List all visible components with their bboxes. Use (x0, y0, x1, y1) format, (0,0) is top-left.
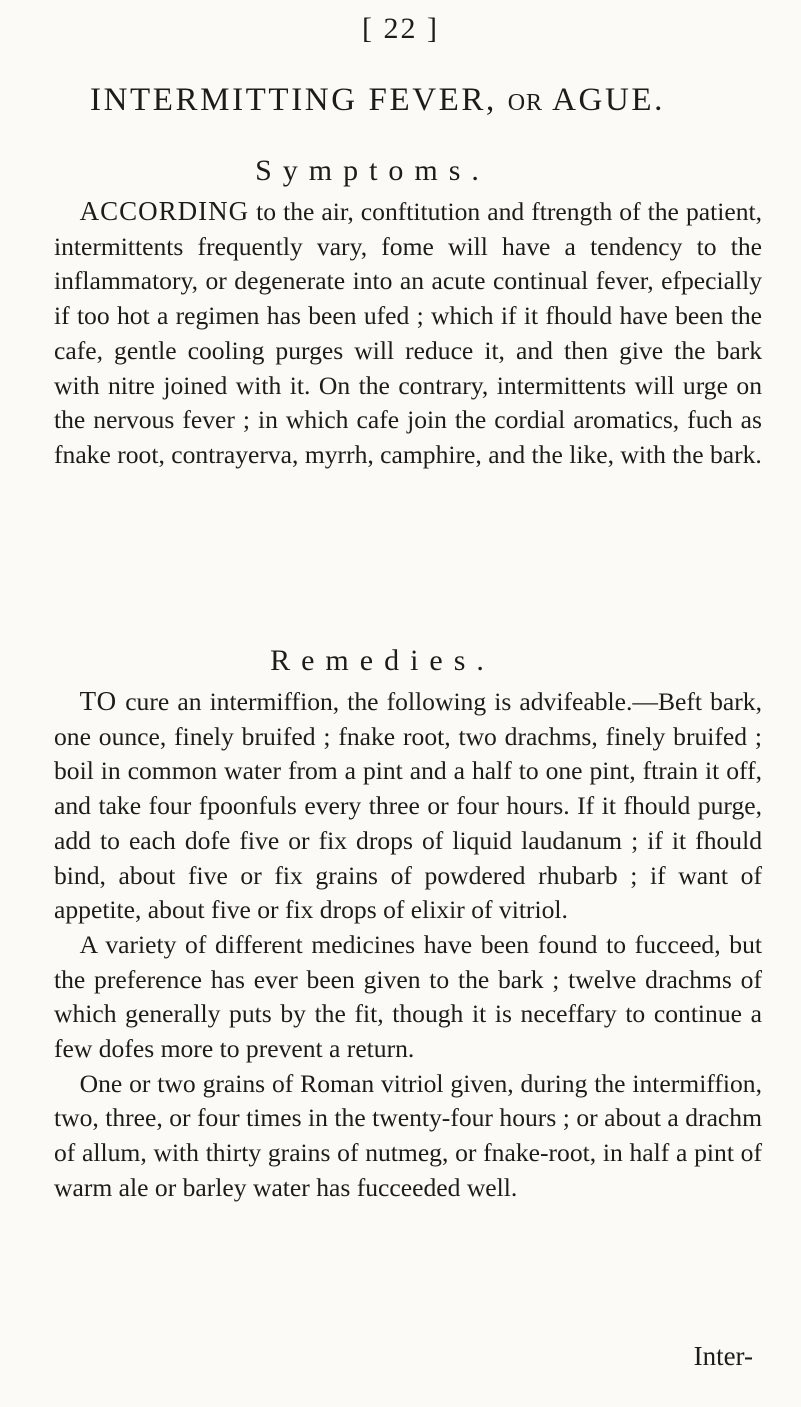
title-main: INTERMITTING FEVER, (90, 82, 497, 118)
catchword: Inter- (693, 1341, 753, 1371)
symptoms-paragraph (54, 194, 762, 473)
title-or: OR (507, 90, 544, 116)
running-title (90, 82, 770, 119)
title-alt: AGUE. (552, 82, 665, 118)
remedies-paragraph-1 (54, 684, 762, 928)
page-number: [ 22 ] (362, 12, 439, 45)
remedies-section (54, 684, 762, 1206)
remedies-lead-word: TO (79, 686, 118, 716)
remedies-text-1: cure an intermiffion, the following is advifeable.—Beft bark, one ounce, finely bruifed ; fnake root, two drachms, finely bruifed ; boil in common water from a pint and a half to one pint, ftrain it off, and take four fpoonfuls every three or four hours. If it fhould purge, add to each dofe five or fix drops of liquid laudanum ; if it fhould bind, about five or fix grains of powdered rhubarb ; if want of appetite, about five or fix drops of elixir of vitriol. (54, 687, 762, 925)
remedies-paragraph-2: A variety of different medicines have been found to fucceed, but the preference has ever been given to the bark ; twelve drachms of which generally puts by the fit, though it is neceffary to continue a few dofes more to prevent a return. (54, 929, 762, 1064)
symptoms-section (54, 194, 762, 473)
symptoms-heading: Symptoms. (255, 154, 490, 187)
remedies-heading: Remedies. (270, 644, 495, 677)
remedies-paragraph-3: One or two grains of Roman vitriol given, during the intermiffion, two, three, or four times in the twenty-four hours ; or about a drachm of allum, with thirty grains of nutmeg, or fnake-root, in half a pint of warm ale or barley water has fucceeded well. (54, 1068, 762, 1202)
symptoms-lead-word: ACCORDING (79, 196, 250, 226)
symptoms-text: to the air, conftitution and ftrength of the patient, intermittents frequently vary, fome will have a tendency to the inflammatory, or degenerate into an acute continual fever, efpecially if too hot a regimen has been ufed ; which if it fhould have been the cafe, gentle cooling purges will reduce it, and then give the bark with nitre joined with it. On the contrary, intermittents will urge on the nervous fever ; in which cafe join the cordial aromatics, fuch as fnake root, contrayerva, myrrh, camphire, and the like, with the bark. (54, 197, 762, 469)
